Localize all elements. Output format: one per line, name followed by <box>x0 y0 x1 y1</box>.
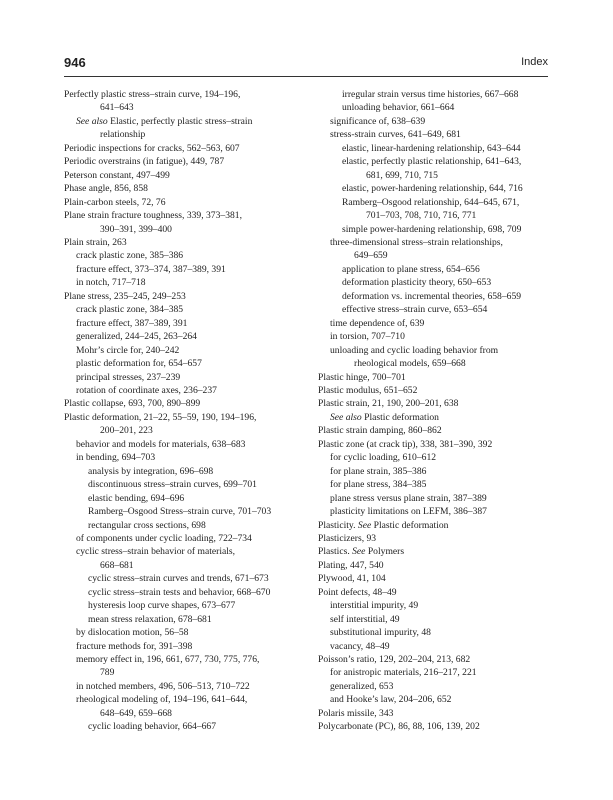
index-entry: in torsion, 707–710 <box>330 331 405 343</box>
index-entry: by dislocation motion, 56–58 <box>76 627 189 639</box>
index-entry: 641–643 <box>100 102 134 114</box>
index-entry: mean stress relaxation, 678–681 <box>88 613 212 625</box>
index-entry: cyclic stress–strain tests and behavior, 668–670 <box>88 586 271 598</box>
index-entry: effective stress–strain curve, 653–654 <box>342 304 488 316</box>
index-entry: 649–659 <box>354 250 388 262</box>
index-entry: Peterson constant, 497–499 <box>64 169 170 181</box>
index-entry: elastic, perfectly plastic relationship, 641–643, <box>342 156 522 168</box>
index-entry: rectangular cross sections, 698 <box>88 519 206 531</box>
index-entry: 648–649, 659–668 <box>100 707 172 719</box>
index-entry: of components under cyclic loading, 722–734 <box>76 532 252 544</box>
index-entry: crack plastic zone, 384–385 <box>76 304 184 316</box>
index-entry: unloading behavior, 661–664 <box>342 102 455 114</box>
see-reference: See <box>357 519 372 531</box>
index-entry: substitutional impurity, 48 <box>330 627 431 639</box>
index-entry: Phase angle, 856, 858 <box>64 183 148 195</box>
index-entry: unloading and cyclic loading behavior from <box>330 344 499 356</box>
index-entry: 701–703, 708, 710, 716, 771 <box>366 210 477 222</box>
index-entry: Plain strain, 263 <box>64 236 127 248</box>
index-entry: Plastic strain damping, 860–862 <box>318 425 442 437</box>
see-reference: See also <box>76 115 108 127</box>
index-entry: generalized, 244–245, 263–264 <box>76 331 197 343</box>
index-entry: stress-strain curves, 641–649, 681 <box>330 129 461 141</box>
index-entry: Plastic collapse, 693, 700, 890–899 <box>64 398 201 410</box>
index-entry: time dependence of, 639 <box>330 317 425 329</box>
index-entry: plane stress versus plane strain, 387–389 <box>330 492 487 504</box>
header-rule <box>64 76 548 77</box>
index-entry: Ramberg–Osgood relationship, 644–645, 671, <box>342 196 520 208</box>
index-entry: Plastic zone (at crack tip), 338, 381–390, 392 <box>318 438 493 450</box>
index-column-right <box>318 88 558 734</box>
index-entry: deformation plasticity theory, 650–653 <box>342 277 492 289</box>
index-entry: Periodic inspections for cracks, 562–563, 607 <box>64 142 240 154</box>
index-entry: 681, 699, 710, 715 <box>366 169 438 181</box>
index-entry: Plane strain fracture toughness, 339, 373–381, <box>64 210 242 222</box>
index-entry: for plane strain, 385–386 <box>330 465 427 477</box>
index-entry: for anistropic materials, 216–217, 221 <box>330 667 477 679</box>
see-reference: See <box>352 546 366 558</box>
see-reference: See also <box>330 411 362 423</box>
index-entry: relationship <box>100 129 146 141</box>
index-entry: for plane stress, 384–385 <box>330 479 427 491</box>
index-entry: and Hooke’s law, 204–206, 652 <box>330 694 452 706</box>
index-entry: deformation vs. incremental theories, 658–659 <box>342 290 522 302</box>
index-entry: generalized, 653 <box>330 680 394 692</box>
index-entry: 789 <box>100 667 115 679</box>
index-entry: crack plastic zone, 385–386 <box>76 250 184 262</box>
index-entry: cyclic loading behavior, 664–667 <box>88 721 217 733</box>
entry-text: Plastic deformation <box>371 519 449 531</box>
index-entry: rotation of coordinate axes, 236–237 <box>76 384 217 396</box>
index-entry: memory effect in, 196, 661, 677, 730, 775, 776, <box>76 654 260 666</box>
index-entry: Ramberg–Osgood Stress–strain curve, 701–703 <box>88 506 272 518</box>
entry-text: Plasticity. <box>318 519 358 531</box>
index-entry: Point defects, 48–49 <box>318 586 397 598</box>
index-entry: plasticity limitations on LEFM, 386–387 <box>330 506 487 518</box>
index-entry: principal stresses, 237–239 <box>76 371 181 383</box>
entry-text: Polymers <box>365 546 405 558</box>
index-entry: 390–391, 399–400 <box>100 223 172 235</box>
index-entry: Plasticizers, 93 <box>318 532 377 544</box>
index-entry: plastic deformation for, 654–657 <box>76 358 202 370</box>
index-entry: Plain-carbon steels, 72, 76 <box>64 196 166 208</box>
index-entry <box>64 115 294 128</box>
index-entry: Polaris missile, 343 <box>318 707 394 719</box>
page-header <box>64 55 548 75</box>
index-entry: Plastic hinge, 700–701 <box>318 371 406 383</box>
index-entry: Plastic strain, 21, 190, 200–201, 638 <box>318 398 459 410</box>
index-entry: application to plane stress, 654–656 <box>342 263 480 275</box>
index-entry: Plane stress, 235–245, 249–253 <box>64 290 186 302</box>
index-entry: Perfectly plastic stress–strain curve, 194–196, <box>64 89 241 100</box>
index-entry <box>318 411 558 424</box>
index-entry: rheological modeling of, 194–196, 641–644, <box>76 694 248 706</box>
index-entry: rheological models, 659–668 <box>354 358 466 370</box>
index-entry: fracture effect, 373–374, 387–389, 391 <box>76 263 226 275</box>
entry-text: Plastic deformation <box>361 411 439 423</box>
index-entry: fracture methods for, 391–398 <box>76 640 193 652</box>
index-entry: in notched members, 496, 506–513, 710–722 <box>76 680 250 692</box>
index-entry: in notch, 717–718 <box>76 277 146 289</box>
index-entry: significance of, 638–639 <box>330 115 426 127</box>
index-entry: discontinuous stress–strain curves, 699–701 <box>88 479 257 491</box>
index-entry: cyclic stress–strain curves and trends, 671–673 <box>88 573 269 585</box>
index-entry: 200–201, 223 <box>100 425 153 437</box>
index-entry: Plastic deformation, 21–22, 55–59, 190, 194–196, <box>64 411 257 423</box>
index-entry: Poisson’s ratio, 129, 202–204, 213, 682 <box>318 654 471 666</box>
index-entry: analysis by integration, 696–698 <box>88 465 214 477</box>
entry-text: Plastics. <box>318 546 353 558</box>
index-entry: vacancy, 48–49 <box>330 640 390 652</box>
index-entry: simple power-hardening relationship, 698, 709 <box>342 223 522 235</box>
index-entry: Periodic overstrains (in fatigue), 449, 787 <box>64 156 225 168</box>
section-title: Index <box>521 56 548 68</box>
index-entry: Mohr’s circle for, 240–242 <box>76 344 180 356</box>
entry-text: Elastic, perfectly plastic stress–strain <box>107 115 253 127</box>
index-entry: Plywood, 41, 104 <box>318 573 386 585</box>
index-entry: elastic, power-hardening relationship, 644, 716 <box>342 183 523 195</box>
index-entry: in bending, 694–703 <box>76 452 156 464</box>
index-entry: interstitial impurity, 49 <box>330 600 419 612</box>
index-entry <box>318 519 558 532</box>
index-entry: 668–681 <box>100 559 134 571</box>
index-entry: for cyclic loading, 610–612 <box>330 452 437 464</box>
index-entry: Plastic modulus, 651–652 <box>318 384 418 396</box>
index-entry: hysteresis loop curve shapes, 673–677 <box>88 600 236 612</box>
index-entry: fracture effect, 387–389, 391 <box>76 317 188 329</box>
index-entry: Polycarbonate (PC), 86, 88, 106, 139, 202 <box>318 721 480 733</box>
index-entry: self interstitial, 49 <box>330 613 400 625</box>
index-entry: cyclic stress–strain behavior of materials, <box>76 546 236 558</box>
index-entry: irregular strain versus time histories, 667–668 <box>342 89 519 100</box>
index-entry <box>318 545 558 558</box>
index-entry: behavior and models for materials, 638–683 <box>76 438 246 450</box>
index-entry: elastic bending, 694–696 <box>88 492 185 504</box>
index-column-left <box>64 88 294 734</box>
index-entry: Plating, 447, 540 <box>318 559 384 571</box>
index-entry: three-dimensional stress–strain relationships, <box>330 236 503 248</box>
index-entry: elastic, linear-hardening relationship, 643–644 <box>342 142 521 154</box>
page-number: 946 <box>64 55 86 70</box>
